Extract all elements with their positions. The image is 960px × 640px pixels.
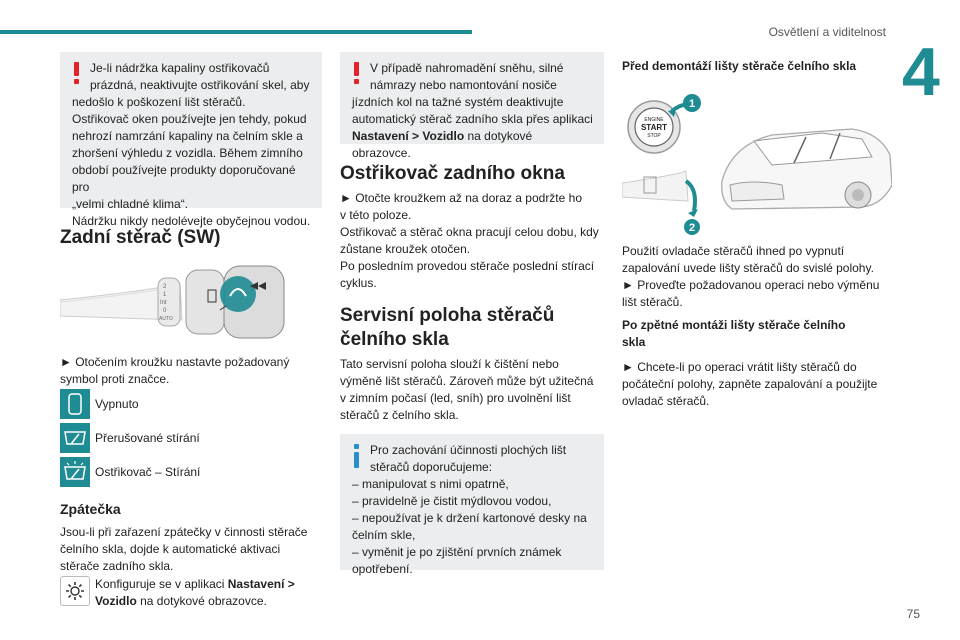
wiper-service-figure (622, 85, 892, 235)
body-text: v této poloze. (340, 208, 412, 222)
info-text: – vyměnit je po zjištění prvních známek (352, 545, 562, 559)
warning-text: Ostřikovač oken používejte jen tehdy, pokud (72, 112, 307, 126)
wiper-intermittent-icon (60, 423, 90, 453)
info-text: – nepoužívat je k držení kartonové desky na (352, 511, 587, 525)
wiper-off-icon (60, 389, 90, 419)
section-title-rear-washer: Ostřikovač zadního okna (340, 163, 565, 184)
mode-label: Vypnuto (95, 396, 139, 411)
body-text: ► Proveďte požadovanou operaci nebo výměnu (622, 278, 880, 292)
column-2 (340, 52, 604, 576)
chapter-number: 4 (902, 34, 940, 110)
section-title-after-refit: skla (622, 335, 646, 349)
body-text: stěrače zadního skla. (60, 559, 174, 573)
info-text: Pro zachování účinnosti plochých lišt (370, 443, 567, 457)
body-text: stěračů z čelního skla. (340, 408, 459, 422)
warning-text: jízdních kol na tažné systém deaktivujte (352, 95, 564, 109)
config-menu-path: Vozidlo (95, 594, 137, 608)
body-text: Použití ovladače stěračů ihned po vypnutí (622, 244, 845, 258)
instruction-text: symbol proti značce. (60, 372, 170, 386)
body-text: počáteční polohy, zapněte zapalování a použijte (622, 377, 878, 391)
body-text: zůstane kroužek otočen. (340, 242, 471, 256)
info-text: – manipulovat s nimi opatrně, (352, 477, 509, 491)
body-text: čelního skla, dojde k automatické aktivaci (60, 542, 281, 556)
column-3 (622, 52, 892, 410)
callout-1: 1 (688, 98, 696, 110)
stalk-mark: AUTO (159, 316, 173, 322)
body-text: Ostřikovač a stěrač okna pracují celou dobu, kdy (340, 225, 599, 239)
stalk-mark: Int (160, 300, 167, 306)
mode-label: Ostřikovač – Stírání (95, 464, 201, 479)
mode-row-intermittent (60, 422, 322, 454)
start-button-label: STOP (647, 133, 661, 139)
section-title-service-position: Servisní poloha stěračů (340, 305, 555, 326)
warning-text: prázdná, neaktivujte ostřikování skel, aby (90, 78, 310, 92)
page-number: 75 (906, 607, 920, 621)
section-title-service-position: čelního skla (340, 329, 449, 350)
column-1 (60, 52, 322, 610)
body-text: zapalování uvede lišty stěračů do svislé polohy. (622, 261, 874, 275)
stalk-mark: 0 (163, 308, 167, 314)
info-text: – pravidelně je čistit mýdlovou vodou, (352, 494, 552, 508)
warning-text: námrazy nebo namontování nosiče (370, 78, 557, 92)
info-text: stěračů doporučujeme: (370, 460, 493, 474)
config-menu-path: Nastavení > Vozidlo (352, 129, 465, 143)
warning-text: Nádržku nikdy nedolévejte obyčejnou vodou. (72, 214, 311, 228)
warning-text: nedošlo k poškození lišt stěračů. (72, 95, 246, 109)
mode-label: Přerušované stírání (95, 430, 200, 445)
warning-text: Je-li nádržka kapaliny ostřikovačů (90, 61, 270, 75)
warning-text: V případě nahromadění sněhu, silné (370, 61, 564, 75)
config-text: na dotykové obrazovce. (136, 594, 267, 608)
rear-wiper-stalk-figure (60, 260, 322, 344)
callout-2: 2 (688, 222, 696, 234)
warning-text: nehrozí namrzání kapaliny na čelním skle a (72, 129, 303, 143)
section-title-after-refit: Po zpětné montáži lišty stěrače čelního (622, 318, 846, 332)
header-accent-bar (0, 30, 472, 34)
washer-wipe-icon (60, 457, 90, 487)
info-icon (354, 444, 360, 468)
body-text: Jsou-li při zařazení zpátečky v činnosti stěrače (60, 525, 308, 539)
warning-text: období používejte produkty doporučované pro (72, 163, 296, 194)
section-title-reverse: Zpátečka (60, 501, 121, 517)
warning-box-washer-fluid (60, 52, 322, 228)
start-button-label: START (640, 123, 668, 132)
warning-box-snow (340, 52, 604, 160)
gear-icon (60, 576, 90, 606)
body-text: výměně lišt stěračů. Zároveň může být užitečná (340, 374, 594, 388)
body-text: v zimním počasí (led, sníh) pro uvolnění lišt (340, 391, 571, 405)
info-text: opotřebení. (352, 562, 413, 576)
warning-icon (354, 62, 360, 84)
body-text: ovladač stěračů. (622, 394, 710, 408)
stalk-mark: 1 (163, 292, 167, 298)
mode-row-off (60, 388, 322, 420)
info-text: čelním skle, (352, 528, 416, 542)
config-menu-path: Nastavení > (227, 577, 295, 591)
start-button-label: ENGINE (644, 117, 664, 123)
warning-text: na dotykové obrazovce. (352, 129, 533, 160)
section-title-before-removal: Před demontáží lišty stěrače čelního skla (622, 59, 857, 73)
warning-icon (74, 62, 80, 84)
body-text: ► Otočte kroužkem až na doraz a podržte ho (340, 191, 582, 205)
config-text: Konfiguruje se v aplikaci (95, 577, 228, 591)
warning-text: „velmi chladné klima“. (72, 197, 189, 211)
stalk-mark: 2 (163, 284, 167, 290)
section-title-rear-wiper: Zadní stěrač (SW) (60, 227, 221, 248)
warning-text: zhoršení výhledu z vozidla. Během zimního (72, 146, 303, 160)
body-text: Po posledním provedou stěrače poslední stírací (340, 259, 595, 273)
instruction-text: ► Otočením kroužku nastavte požadovaný (60, 355, 290, 369)
warning-text: automatický stěrač zadního skla přes aplikaci (352, 112, 593, 126)
body-text: lišt stěračů. (622, 295, 683, 309)
body-text: Tato servisní poloha slouží k čištění nebo (340, 357, 559, 371)
body-text: cyklus. (340, 276, 377, 290)
body-text: ► Chcete-li po operaci vrátit lišty stěračů do (622, 360, 857, 374)
info-box-blade-care (340, 434, 604, 576)
header-title: Osvětlení a viditelnost (768, 25, 886, 39)
mode-row-washer (60, 456, 322, 488)
config-note (60, 576, 322, 610)
